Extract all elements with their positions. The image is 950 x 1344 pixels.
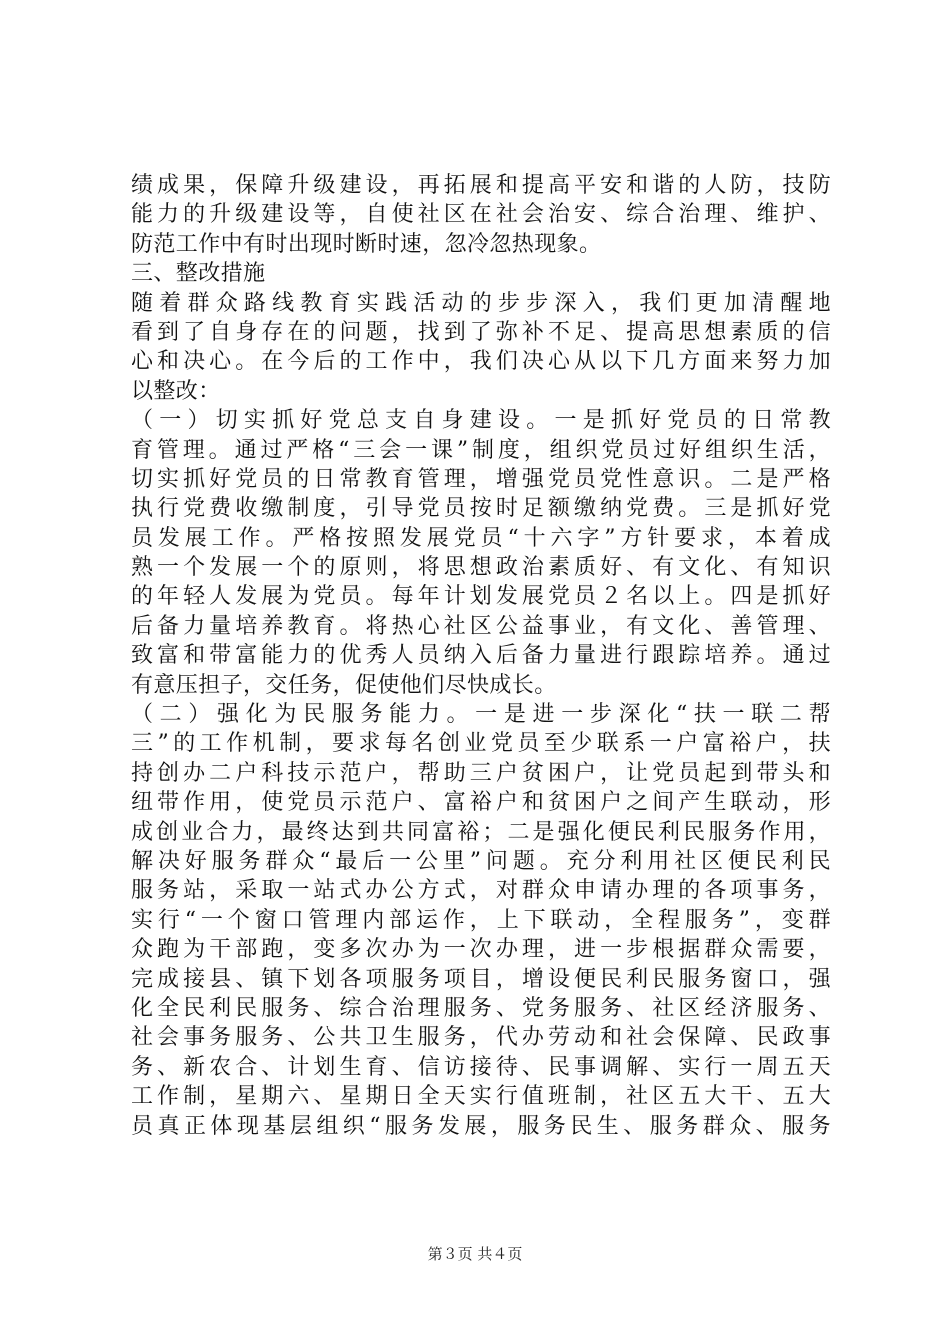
text-line: 纽带作用，使党员示范户、富裕户和贫困户之间产生联动，形 — [131, 790, 831, 816]
text-line: 解决好服务群众“最后一公里”问题。充分利用社区便民利民 — [131, 848, 831, 874]
text-line: 防范工作中有时出现时断时速，忽冷忽热现象。 — [131, 231, 602, 257]
text-line: 的年轻人发展为党员。每年计划发展党员２名以上。四是抓好 — [131, 584, 831, 610]
text-line: 后备力量培养教育。将热心社区公益事业，有文化、善管理、 — [131, 613, 831, 639]
text-line: 看到了自身存在的问题，找到了弥补不足、提高思想素质的信 — [131, 319, 831, 345]
text-line: 致富和带富能力的优秀人员纳入后备力量进行跟踪培养。通过 — [131, 643, 831, 669]
text-line: 实行“一个窗口管理内部运作，上下联动，全程服务”，变群 — [131, 907, 831, 933]
text-line: 化全民利民服务、综合治理服务、党务服务、社区经济服务、 — [131, 995, 831, 1021]
text-line: 社会事务服务、公共卫生服务，代办劳动和社会保障、民政事 — [131, 1025, 831, 1051]
text-line: 工作制，星期六、星期日全天实行值班制，社区五大干、五大 — [131, 1084, 831, 1110]
text-line: 持创办二户科技示范户，帮助三户贫困户，让党员起到带头和 — [131, 760, 831, 786]
text-line: 员真正体现基层组织“服务发展，服务民生、服务群众、服务 — [131, 1113, 831, 1139]
text-line: （一）切实抓好党总支自身建设。一是抓好党员的日常教 — [131, 408, 831, 434]
page-number-footer: 第３页 共４页 — [427, 1245, 523, 1263]
text-line: 执行党费收缴制度，引导党员按时足额缴纳党费。三是抓好党 — [131, 496, 831, 522]
text-line: 心和决心。在今后的工作中，我们决心从以下几方面来努力加 — [131, 349, 831, 375]
section-heading: 三、整改措施 — [131, 261, 266, 287]
text-line: 务、新农合、计划生育、信访接待、民事调解、实行一周五天 — [131, 1054, 831, 1080]
text-line: 切实抓好党员的日常教育管理，增强党员党性意识。二是严格 — [131, 466, 831, 492]
text-line: 有意压担子，交任务，促使他们尽快成长。 — [131, 672, 557, 698]
text-line: 三”的工作机制，要求每名创业党员至少联系一户富裕户，扶 — [131, 731, 831, 757]
text-line: 员发展工作。严格按照发展党员“十六字”方针要求，本着成 — [131, 525, 831, 551]
text-line: 熟一个发展一个的原则，将思想政治素质好、有文化、有知识 — [131, 555, 831, 581]
document-body — [131, 171, 831, 1141]
text-line: 成创业合力，最终达到共同富裕；二是强化便民利民服务作用， — [131, 819, 831, 845]
text-line: 能力的升级建设等，自使社区在社会治安、综合治理、维护、 — [131, 202, 831, 228]
text-line: 以整改： — [131, 378, 221, 404]
text-line: （二）强化为民服务能力。一是进一步深化“扶一联二帮 — [131, 702, 831, 728]
text-line: 育管理。通过严格“三会一课”制度，组织党员过好组织生活， — [131, 437, 831, 463]
text-line: 绩成果，保障升级建设，再拓展和提高平安和谐的人防，技防 — [131, 173, 831, 198]
text-line: 完成接县、镇下划各项服务项目，增设便民利民服务窗口，强 — [131, 966, 831, 992]
text-line: 随着群众路线教育实践活动的步步深入，我们更加清醒地 — [131, 290, 831, 316]
text-line: 服务站，采取一站式办公方式，对群众申请办理的各项事务， — [131, 878, 831, 904]
text-line: 众跑为干部跑，变多次办为一次办理，进一步根据群众需要， — [131, 937, 831, 963]
